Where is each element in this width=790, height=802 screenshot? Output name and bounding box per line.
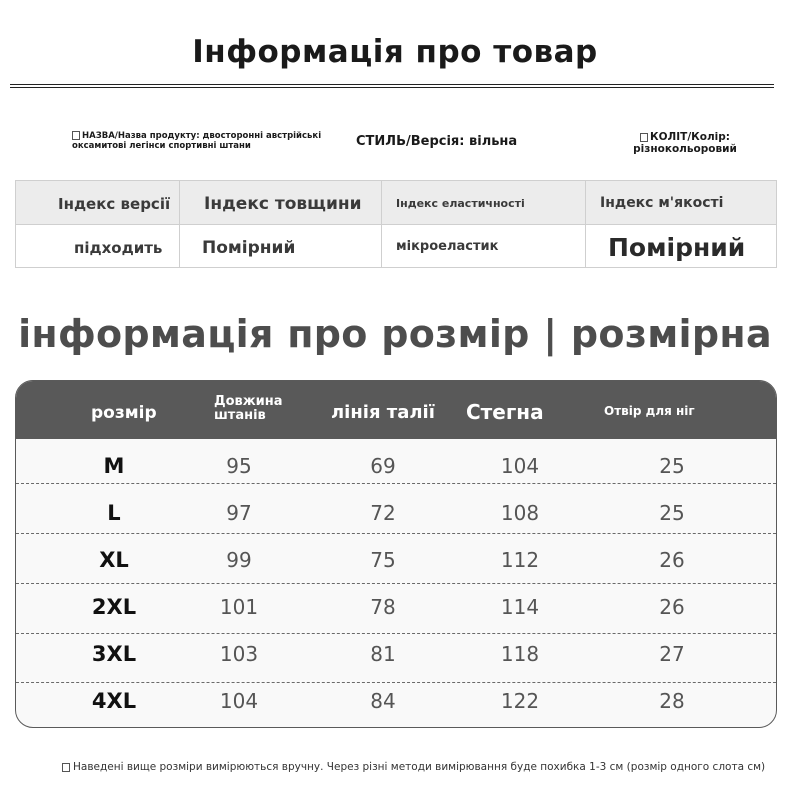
size-table [15, 380, 777, 728]
measurement-cell: 26 [659, 548, 685, 572]
bullet-icon [62, 763, 70, 772]
measurement-cell: 26 [659, 595, 685, 619]
measurement-cell: 114 [500, 595, 540, 619]
index-header-thickness: Індекс товщини [204, 194, 362, 214]
measurement-cell: 108 [500, 501, 540, 525]
measurement-cell: 99 [226, 548, 252, 572]
measurement-cell: 122 [500, 689, 540, 713]
measurement-cell: 25 [659, 501, 685, 525]
measurement-cell: 104 [500, 454, 540, 478]
measurement-cell: 75 [370, 548, 396, 572]
measurement-cell: 112 [500, 548, 540, 572]
header-size: розмір [91, 403, 157, 423]
product-color [615, 131, 755, 155]
measurement-cell: 84 [370, 689, 396, 713]
header-waist: лінія талії [331, 402, 435, 423]
column-divider [179, 181, 180, 267]
index-header-softness: Індекс м'якості [600, 195, 724, 211]
product-color-text: КОЛІТ/Колір: різнокольоровий [633, 131, 737, 155]
index-header-version: Індекс версії [58, 195, 171, 213]
measurement-cell: 27 [659, 642, 685, 666]
title-rule-top [10, 84, 774, 85]
header-pants-length: Довжина штанів [214, 394, 283, 423]
row-divider [16, 633, 776, 634]
measurement-cell: 104 [219, 689, 259, 713]
measurement-cell: 78 [370, 595, 396, 619]
measurement-cell: 81 [370, 642, 396, 666]
table-row [16, 537, 777, 584]
measurement-cell: 25 [659, 454, 685, 478]
product-name [72, 131, 322, 151]
bullet-icon [640, 133, 648, 142]
measurement-cell: 69 [370, 454, 396, 478]
table-row [16, 631, 777, 678]
row-divider [16, 483, 776, 484]
size-table-header [16, 381, 777, 439]
size-label: 2XL [91, 595, 137, 619]
measurement-cell: 101 [219, 595, 259, 619]
size-label: XL [99, 548, 129, 572]
size-label: 4XL [91, 689, 137, 713]
size-info-title: інформація про розмір | розмірна [18, 312, 772, 356]
index-value-softness: Помірний [608, 233, 746, 262]
index-value-version: підходить [74, 239, 163, 257]
row-divider [16, 682, 776, 683]
index-value-elasticity: мікроеластик [396, 239, 499, 254]
measurement-cell: 97 [226, 501, 252, 525]
measurement-cell: 95 [226, 454, 252, 478]
table-row [16, 490, 777, 537]
header-leg-opening: Отвір для ніг [604, 404, 695, 418]
row-divider [16, 583, 776, 584]
title-rule-bottom [10, 87, 774, 88]
table-row [16, 678, 777, 725]
index-table [15, 180, 777, 268]
measurement-cell: 118 [500, 642, 540, 666]
column-divider [381, 181, 382, 267]
product-style: СТИЛЬ/Версія: вільна [356, 134, 518, 149]
size-label: M [103, 454, 125, 478]
product-name-text: НАЗВА/Назва продукту: двосторонні австрійські оксамитові легінси спортивні штани [72, 131, 322, 151]
table-row [16, 584, 777, 631]
measurement-cell: 72 [370, 501, 396, 525]
index-header-elasticity: Індекс еластичності [396, 197, 525, 210]
bullet-icon [72, 131, 80, 140]
column-divider [585, 181, 586, 267]
measurement-note-text: Наведені вище розміри вимірюються вручну. Через різні методи вимірювання буде похибка 1-3 см (розмір одного слота см) [73, 761, 766, 773]
page-title: Інформація про товар [192, 34, 598, 70]
size-label: 3XL [91, 642, 137, 666]
size-label: L [107, 501, 121, 525]
header-hips: Стегна [466, 400, 544, 424]
row-divider [16, 533, 776, 534]
index-value-thickness: Помірний [202, 238, 296, 258]
measurement-cell: 28 [659, 689, 685, 713]
measurement-note [62, 761, 765, 773]
measurement-cell: 103 [219, 642, 259, 666]
